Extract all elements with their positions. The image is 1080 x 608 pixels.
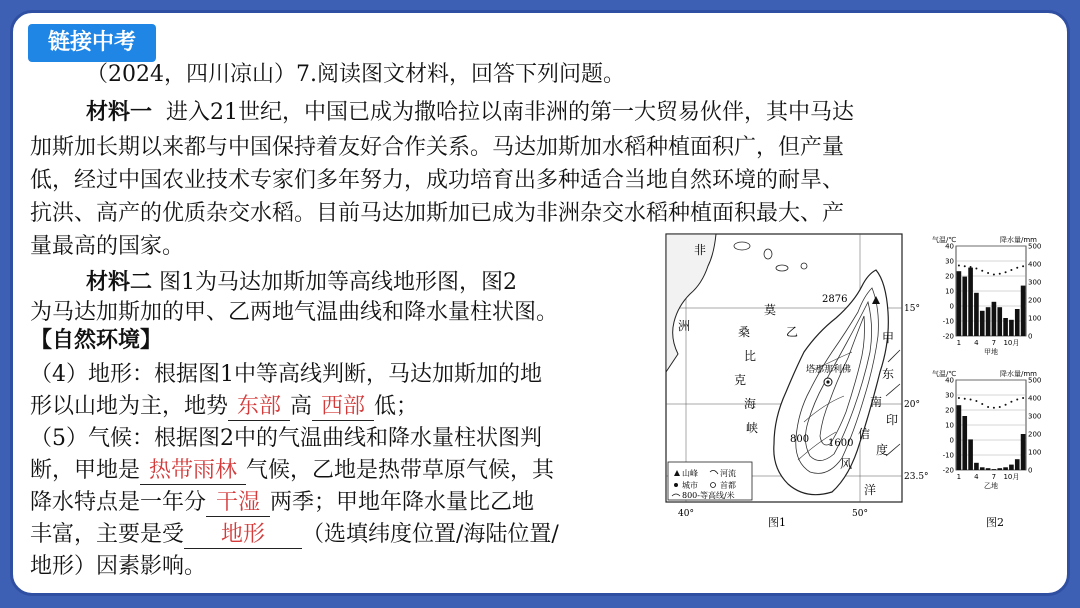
jia-chart-temp-point	[1005, 271, 1007, 273]
q5-text-c: 降水特点是一年分	[30, 490, 207, 515]
yi-chart-temp-point	[993, 407, 995, 409]
yi-chart-precip-bar	[1009, 465, 1014, 470]
lat-label-20: 20°	[904, 400, 920, 410]
jia-chart-temp-point	[964, 265, 966, 267]
jia-chart-temp-point	[999, 273, 1001, 275]
legend-capital: 首都	[720, 481, 736, 490]
jia-chart-precip-bar	[1009, 320, 1014, 336]
yi-chart-temp-tick: 30	[945, 391, 954, 400]
legend-capital-icon	[711, 483, 716, 488]
location-jia: 甲	[882, 331, 895, 345]
yi-chart-temp-tick: 10	[945, 421, 954, 430]
jia-chart-precip-tick: 500	[1028, 242, 1042, 251]
jia-chart-precip-tick: 300	[1028, 278, 1042, 287]
q5-text-b: 气候，乙地是热带草原气候，其	[246, 458, 555, 483]
yi-chart-temp-tick: 0	[949, 436, 954, 445]
africa-label-1: 非	[694, 243, 707, 257]
jia-chart-precip-tick: 200	[1028, 296, 1042, 305]
legend-contour: 800-等高线/米	[682, 491, 735, 500]
yi-chart-month-tick: 10月	[1003, 473, 1020, 481]
island	[776, 265, 788, 271]
yi-chart-temp-point	[1022, 397, 1024, 399]
location-yi: 乙	[786, 325, 799, 339]
capital-label: 塔那那利佛	[806, 365, 852, 375]
yi-chart-temp-point	[958, 397, 960, 399]
jia-chart-precip-bar	[997, 307, 1002, 336]
yi-chart-temp-tick: 40	[945, 376, 954, 385]
yi-chart-precip-bar	[1015, 459, 1020, 470]
island	[801, 263, 807, 269]
yi-chart-temp-point	[964, 398, 966, 400]
yi-chart-temp-tick: -20	[942, 466, 954, 475]
jia-chart-precip-bar	[974, 293, 979, 336]
jia-chart-temp-point	[975, 268, 977, 270]
jia-chart-precip-bar	[980, 311, 985, 336]
answer-climate-type: 热带雨林	[140, 458, 246, 485]
material1-line2: 加斯加长期以来都与中国保持着友好合作关系。马达加斯加水稻种植面积广，但产量	[30, 135, 845, 160]
yi-chart-temp-tick: -10	[942, 451, 954, 460]
jia-chart-temp-point	[1022, 265, 1024, 267]
contour-label-800: 800	[790, 434, 810, 445]
lat-label-235: 23.5°	[904, 472, 929, 482]
yi-chart-precip-bar	[980, 467, 985, 470]
jia-chart-precip-bar	[1015, 309, 1020, 336]
jia-chart-temp-tick: 0	[949, 302, 954, 311]
ocean-char: 印	[886, 413, 899, 427]
yi-chart-precip-tick: 300	[1028, 412, 1042, 421]
yi-chart-month-tick: 4	[974, 473, 979, 481]
channel-char: 桑	[738, 325, 751, 339]
yi-chart-precip-bar	[986, 468, 991, 470]
answer-factor: 地形	[184, 522, 302, 549]
yi-chart-precip-bar	[1003, 467, 1008, 470]
material1-text: 进入21世纪，中国已成为撒哈拉以南非洲的第一大贸易伙伴，其中马达	[166, 100, 855, 125]
jia-chart-month-tick: 7	[991, 339, 997, 347]
jia-chart-temp-tick: 20	[945, 272, 954, 281]
material2-line2: 为马达加斯加的甲、乙两地气温曲线和降水量柱状图。	[30, 300, 559, 325]
africa-label-2: 洲	[678, 319, 691, 333]
material1-line5: 量最高的国家。	[30, 234, 185, 259]
yi-chart-precip-tick: 100	[1028, 448, 1042, 457]
section-title: 【自然环境】	[30, 328, 163, 353]
yi-chart-temp-point	[975, 400, 977, 402]
yi-chart-precip-tick: 0	[1028, 466, 1033, 475]
jia-chart-precip-bar	[1021, 286, 1026, 336]
jia-chart-precip-bar	[962, 277, 967, 336]
jia-chart-station-name: 甲地	[984, 348, 998, 356]
jia-chart-temp-point	[993, 274, 995, 276]
jia-chart-precip-axis-label: 降水量/mm	[1000, 236, 1037, 244]
yi-chart-precip-bar	[1021, 434, 1026, 470]
island	[764, 249, 772, 259]
jia-chart-temp-tick: 10	[945, 287, 954, 296]
jia-chart-temp-point	[987, 272, 989, 274]
lon-label-50: 50°	[852, 509, 868, 519]
map-legend	[668, 462, 752, 500]
jia-chart-temp-point	[1016, 267, 1018, 269]
yi-chart-precip-bar	[974, 463, 979, 470]
material1-label: 材料一	[86, 100, 153, 125]
yi-chart-precip-bar	[968, 439, 973, 470]
contour-label-1600: 1600	[828, 438, 854, 449]
answer-terrain-low: 西部	[312, 394, 374, 421]
jia-chart-temp-axis-label: 气温/℃	[932, 236, 957, 244]
material2-label: 材料二	[86, 270, 153, 295]
yi-chart-month-tick: 7	[991, 473, 997, 481]
jia-chart-precip-tick: 100	[1028, 314, 1042, 323]
wind-char: 南	[870, 395, 883, 409]
q5-line5: 地形）因素影响。	[30, 554, 207, 579]
yi-chart-month-tick: 1	[956, 473, 962, 481]
q5-text-d: 两季；甲地年降水量比乙地	[270, 490, 535, 515]
material2-line1	[86, 268, 517, 298]
figure2-caption: 图2	[986, 516, 1004, 529]
answer-terrain-high: 东部	[228, 394, 290, 421]
yi-chart-precip-tick: 500	[1028, 376, 1042, 385]
jia-chart-temp-tick: 40	[945, 242, 954, 251]
channel-char: 峡	[746, 421, 759, 435]
figure1-caption: 图1	[768, 516, 786, 529]
q5-text-e: 丰富，主要是受	[30, 522, 185, 547]
jia-chart-month-tick: 1	[956, 339, 962, 347]
yi-chart-precip-axis-label: 降水量/mm	[1000, 370, 1037, 378]
legend-river: 河流	[720, 469, 736, 478]
yi-chart-precip-bar	[992, 469, 997, 470]
channel-char: 海	[744, 397, 757, 411]
q5-line4	[30, 520, 559, 550]
q5-line2	[30, 456, 554, 486]
yi-chart-station-name: 乙地	[984, 482, 998, 490]
channel-char: 莫	[764, 303, 777, 317]
channel-char: 比	[744, 349, 757, 363]
q4-line2	[30, 392, 418, 422]
ocean-char: 洋	[864, 483, 877, 497]
material1-line4: 抗洪、高产的优质杂交水稻。目前马达加斯加已成为非洲杂交水稻种植面积最大、产	[30, 201, 845, 226]
material1-line3: 低，经过中国农业技术专家们多年努力，成功培育出多种适合当地自然环境的耐旱、	[30, 168, 845, 193]
wind-char: 信	[858, 427, 871, 441]
yi-chart-temp-point	[999, 406, 1001, 408]
jia-chart-precip-bar	[992, 302, 997, 336]
jia-chart-month-tick: 4	[974, 339, 979, 347]
q5-text-f: （选填纬度位置/海陆位置/	[302, 522, 559, 547]
q4-text-b: 高	[290, 394, 313, 419]
contour-map-figure	[664, 232, 929, 532]
legend-city: 城市	[682, 481, 698, 490]
jia-chart-temp-point	[970, 266, 972, 268]
jia-chart-precip-bar	[986, 307, 991, 336]
island	[734, 242, 750, 250]
q4-text-c: 低；	[374, 394, 419, 419]
q5-line3	[30, 488, 534, 518]
yi-chart-precip-tick: 200	[1028, 430, 1042, 439]
material1-line1	[86, 98, 854, 128]
yi-chart-temp-point	[1016, 399, 1018, 401]
lat-label-15: 15°	[904, 304, 920, 314]
q4-text-a: 形以山地为主，地势	[30, 394, 229, 419]
channel-char: 克	[734, 373, 747, 387]
q4-line1: （4）地形：根据图1中等高线判断，马达加斯加的地	[30, 362, 542, 387]
legend-city-icon	[674, 483, 678, 487]
yi-chart-precip-bar	[997, 468, 1002, 470]
ocean-char: 度	[876, 443, 889, 457]
jia-chart-month-tick: 10月	[1003, 339, 1020, 347]
jia-chart-precip-tick: 400	[1028, 260, 1042, 269]
jia-chart-temp-tick: 30	[945, 257, 954, 266]
wind-char: 风	[840, 457, 853, 471]
jia-chart-temp-point	[958, 265, 960, 267]
yi-chart-temp-tick: 20	[945, 406, 954, 415]
question-line: （2024，四川凉山）7.阅读图文材料，回答下列问题。	[86, 62, 625, 87]
climate-charts-figure	[930, 232, 1058, 532]
yi-chart-temp-point	[1005, 404, 1007, 406]
jia-chart-temp-tick: -10	[942, 317, 954, 326]
yi-chart-precip-tick: 400	[1028, 394, 1042, 403]
yi-chart-precip-bar	[962, 416, 967, 470]
q5-text-a: 断，甲地是	[30, 458, 141, 483]
jia-chart-temp-point	[981, 270, 983, 272]
yi-chart-temp-point	[981, 403, 983, 405]
jia-chart-precip-tick: 0	[1028, 332, 1033, 341]
yi-chart-precip-bar	[957, 405, 962, 470]
lon-label-40: 40°	[678, 509, 694, 519]
material2-text: 图1为马达加斯加等高线地形图，图2	[159, 270, 518, 295]
elevation-label: 2876	[822, 294, 848, 305]
yi-chart-temp-point	[970, 399, 972, 401]
jia-chart-temp-point	[1010, 269, 1012, 271]
jia-chart-precip-bar	[968, 268, 973, 336]
section-tag: 链接中考	[28, 24, 156, 62]
yi-chart-temp-axis-label: 气温/℃	[932, 370, 957, 378]
q5-line1: （5）气候：根据图2中的气温曲线和降水量柱状图判	[30, 426, 542, 451]
legend-peak: 山峰	[682, 469, 698, 478]
yi-chart-temp-point	[987, 406, 989, 408]
capital-icon-dot	[826, 380, 829, 383]
wind-char: 东	[882, 367, 895, 381]
yi-chart-temp-point	[1010, 401, 1012, 403]
jia-chart-temp-tick: -20	[942, 332, 954, 341]
answer-precip-pattern: 干湿	[206, 490, 270, 517]
jia-chart-precip-bar	[1003, 318, 1008, 336]
jia-chart-precip-bar	[957, 271, 962, 336]
